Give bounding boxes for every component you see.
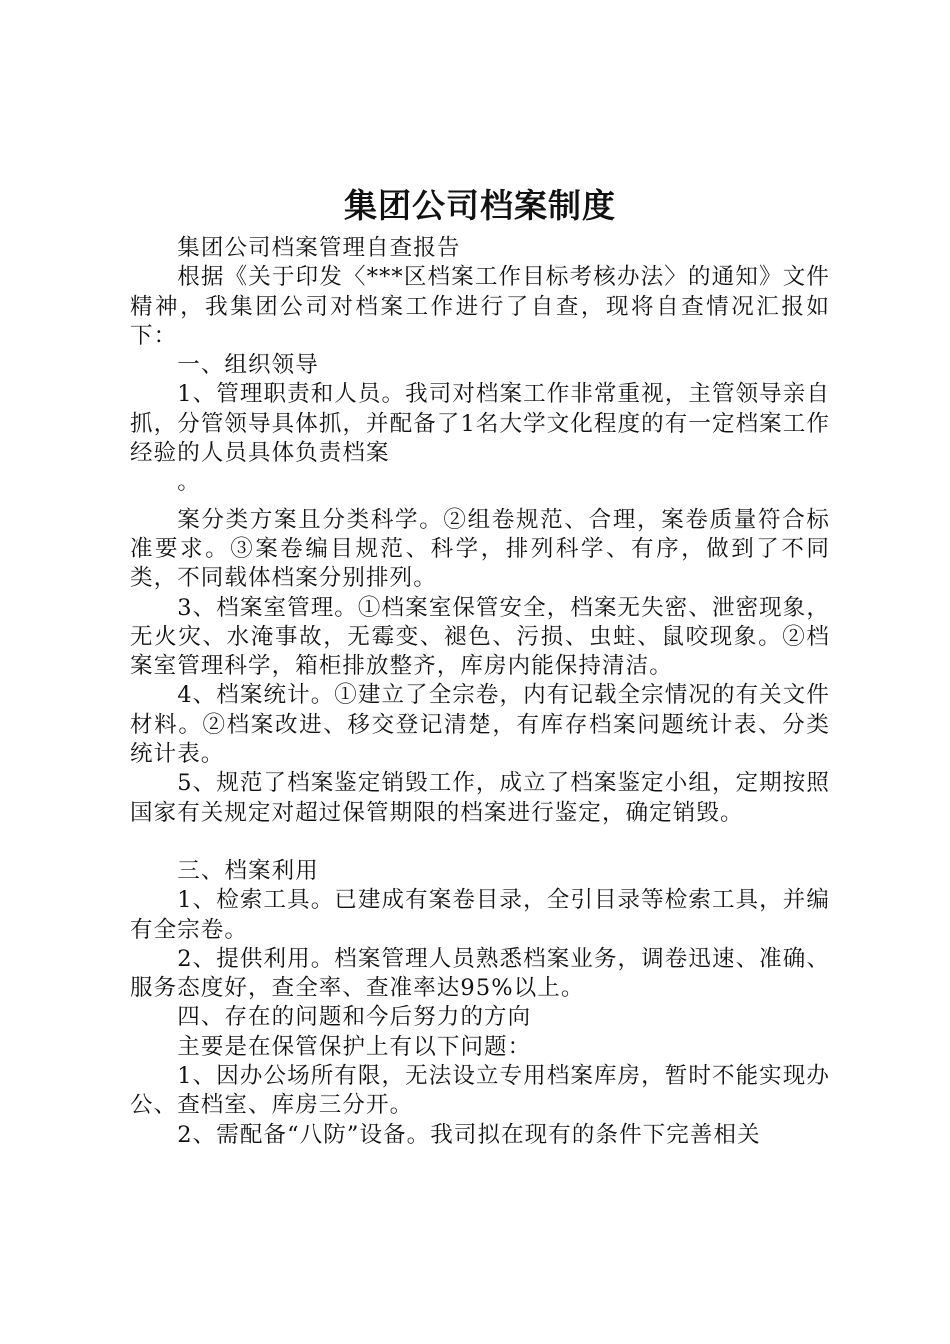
paragraph-problem-1: 1、因办公场所有限，无法设立专用档案库房，暂时不能实现办公、查档室、库房三分开。 bbox=[130, 1063, 830, 1119]
section-heading-utilization: 三、档案利用 bbox=[177, 857, 319, 884]
paragraph-retrieval-tools: 1、检索工具。已建成有案卷目录，全引目录等检索工具，并编有全宗卷。 bbox=[130, 887, 830, 943]
paragraph-problems-intro: 主要是在保管保护上有以下问题： bbox=[177, 1033, 532, 1060]
paragraph-period: 。 bbox=[177, 469, 201, 496]
document-body bbox=[130, 234, 830, 1150]
section-heading-problems: 四、存在的问题和今后努力的方向 bbox=[177, 1004, 532, 1031]
paragraph-intro: 根据《关于印发〈***区档案工作目标考核办法〉的通知》文件精神，我集团公司对档案工作进行了自查，现将自查情况汇报如下： bbox=[130, 264, 830, 349]
paragraph-item-3: 3、档案室管理。①档案室保管安全，档案无失密、泄密现象，无火灾、水淹事故，无霉变、褪色、污损、虫蛀、鼠咬现象。②档案室管理科学，箱柜排放整齐，库房内能保持清洁。 bbox=[130, 594, 830, 680]
paragraph-item-4: 4、档案统计。①建立了全宗卷，内有记载全宗情况的有关文件材料。②档案改进、移交登记清楚，有库存档案问题统计表、分类统计表。 bbox=[130, 682, 830, 768]
paragraph-item-1: 1、管理职责和人员。我司对档案工作非常重视，主管领导亲自抓，分管领导具体抓，并配备了1名大学文化程度的有一定档案工作经验的人员具体负责档案 bbox=[130, 381, 830, 467]
document-title: 集团公司档案制度 bbox=[344, 186, 616, 225]
paragraph-provide-use: 2、提供利用。档案管理人员熟悉档案业务，调卷迅速、准确、服务态度好，查全率、查准率达95%以上。 bbox=[130, 945, 830, 1002]
paragraph-classification: 案分类方案且分类科学。②组卷规范、合理，案卷质量符合标准要求。③案卷编目规范、科学，排列科学、有序，做到了不同类，不同载体档案分别排列。 bbox=[130, 506, 830, 592]
paragraph-item-5: 5、规范了档案鉴定销毁工作，成立了档案鉴定小组，定期按照国家有关规定对超过保管期限的档案进行鉴定，确定销毁。 bbox=[130, 770, 830, 826]
paragraph-gap bbox=[130, 828, 830, 857]
section-heading-organization: 一、组织领导 bbox=[177, 352, 319, 379]
paragraph-problem-2: 2、需配备“八防”设备。我司拟在现有的条件下完善相关 bbox=[177, 1121, 761, 1148]
paragraph-subtitle: 集团公司档案管理自查报告 bbox=[177, 235, 461, 261]
